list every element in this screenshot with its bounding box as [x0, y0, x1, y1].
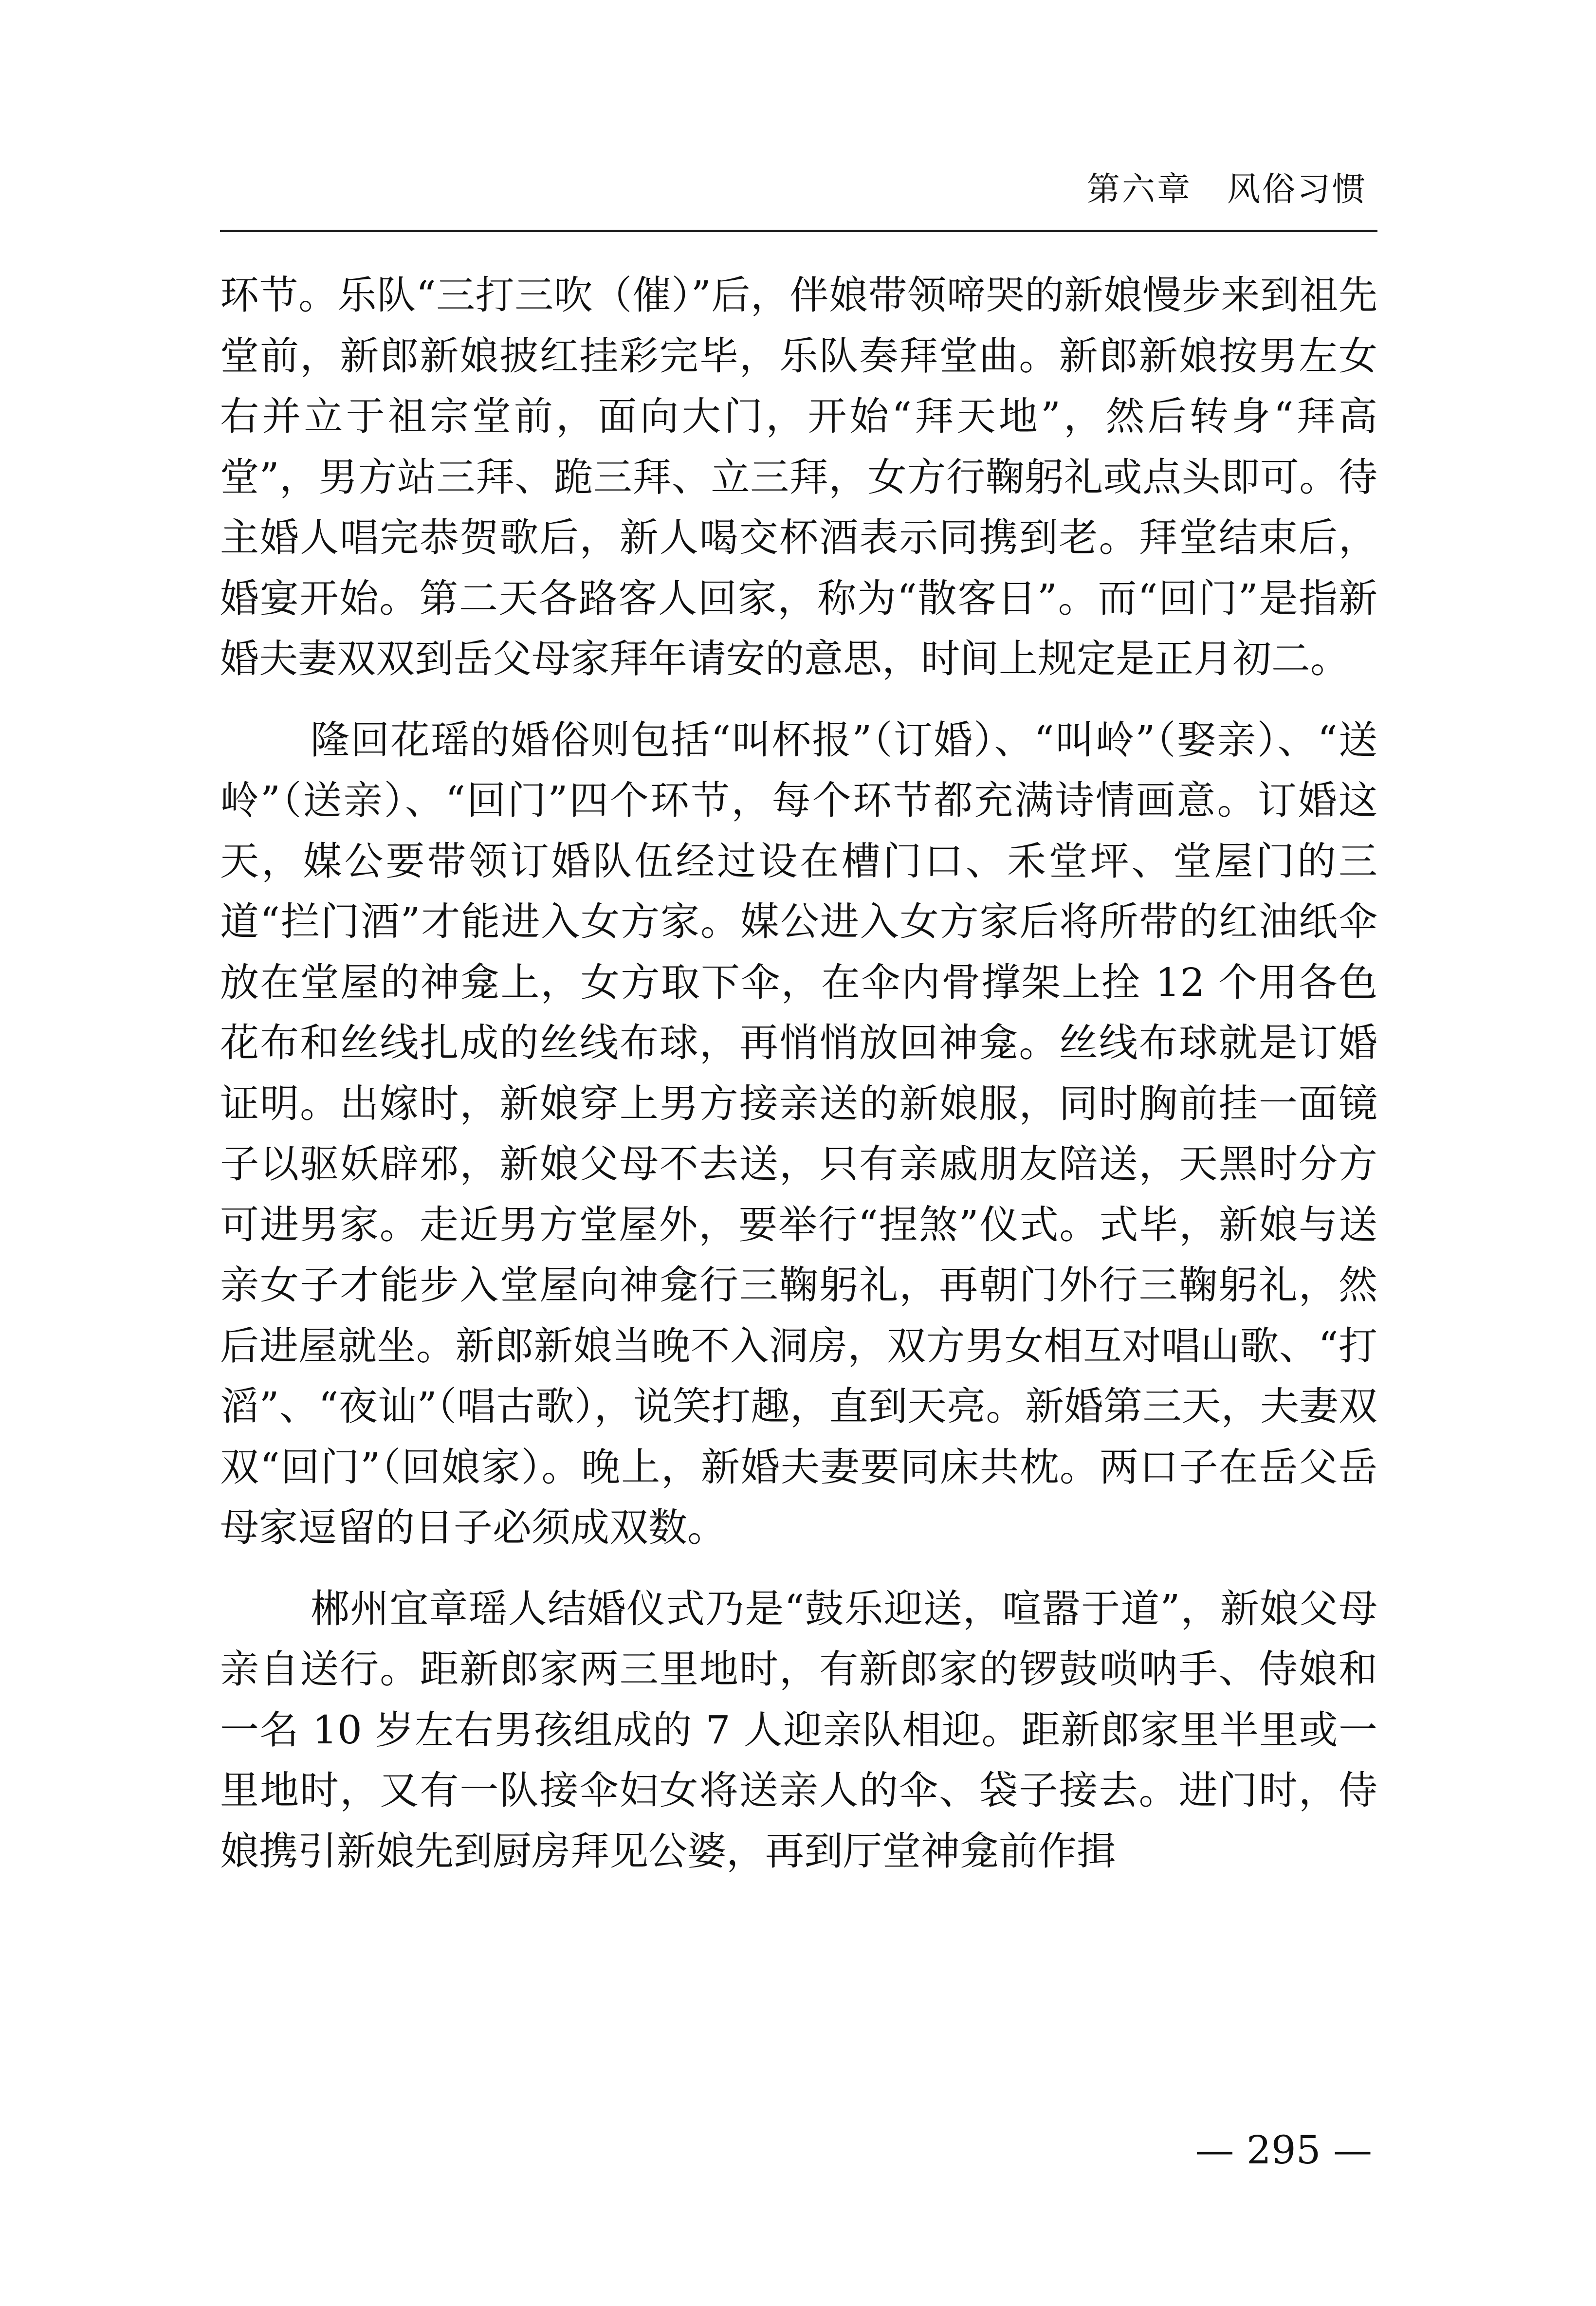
paragraph-longhui-huayao: 隆回花瑶的婚俗则包括“叫杯报”（订婚）、“叫岭”（娶亲）、“送岭”（送亲）、“回门”四个环节，每个环节都充满诗情画意。订婚这天，媒公要带领订婚队伍经过设在槽门口、禾堂坪、堂屋门的三道“拦门酒”才能进入女方家。媒公进入女方家后将所带的红油纸伞放在堂屋的神龛上，女方取下伞，在伞内骨撑架上拴 12 个用各色花布和丝线扎成的丝线布球，再悄悄放回神龛。丝线布球就是订婚证明。出嫁时，新娘穿上男方接亲送的新娘服，同时胸前挂一面镜子以驱妖辟邪，新娘父母不去送，只有亲戚朋友陪送，天黑时分方可进男家。走近男方堂屋外，要举行“捏煞”仪式。式毕，新娘与送亲女子才能步入堂屋向神龛行三鞠躬礼，再朝门外行三鞠躬礼，然后进屋就坐。新郎新娘当晚不入洞房，双方男女相互对唱山歌、“打滔”、“夜讪”（唱古歌），说笑打趣，直到天亮。新婚第三天，夫妻双双“回门”（回娘家）。晚上，新婚夫妻要同床共枕。两口子在岳父岳母家逗留的日子必须成双数。 — [220, 717, 1377, 1550]
paragraph-chenzhou-yizhang: 郴州宜章瑶人结婚仪式乃是“鼓乐迎送，喧嚣于道”，新娘父母亲自送行。距新郎家两三里地时，有新郎家的锣鼓唢呐手、侍娘和一名 10 岁左右男孩组成的 7 人迎亲队相迎。距新郎家里半里或一里地时，又有一队接伞妇女将送亲人的伞、袋子接去。进门时，侍娘携引新娘先到厨房拜见公婆，再到厅堂神龛前作揖 — [220, 1586, 1377, 1874]
page-number: — 295 — — [1195, 2127, 1372, 2173]
running-head-chapter-title: 第六章 风俗习惯 — [1086, 170, 1367, 209]
paragraph-continued: 环节。乐队“三打三吹（催）”后，伴娘带领啼哭的新娘慢步来到祖先堂前，新郎新娘披红挂彩完毕，乐队奏拜堂曲。新郎新娘按男左女右并立于祖宗堂前，面向大门，开始“拜天地”，然后转身“拜高堂”，男方站三拜、跪三拜、立三拜，女方行鞠躬礼或点头即可。待主婚人唱完恭贺歌后，新人喝交杯酒表示同携到老。拜堂结束后，婚宴开始。第二天各路客人回家，称为“散客日”。而“回门”是指新婚夫妻双双到岳父母家拜年请安的意思，时间上规定是正月初二。 — [220, 273, 1377, 681]
body-text — [220, 265, 1377, 1882]
header-rule — [220, 230, 1377, 232]
